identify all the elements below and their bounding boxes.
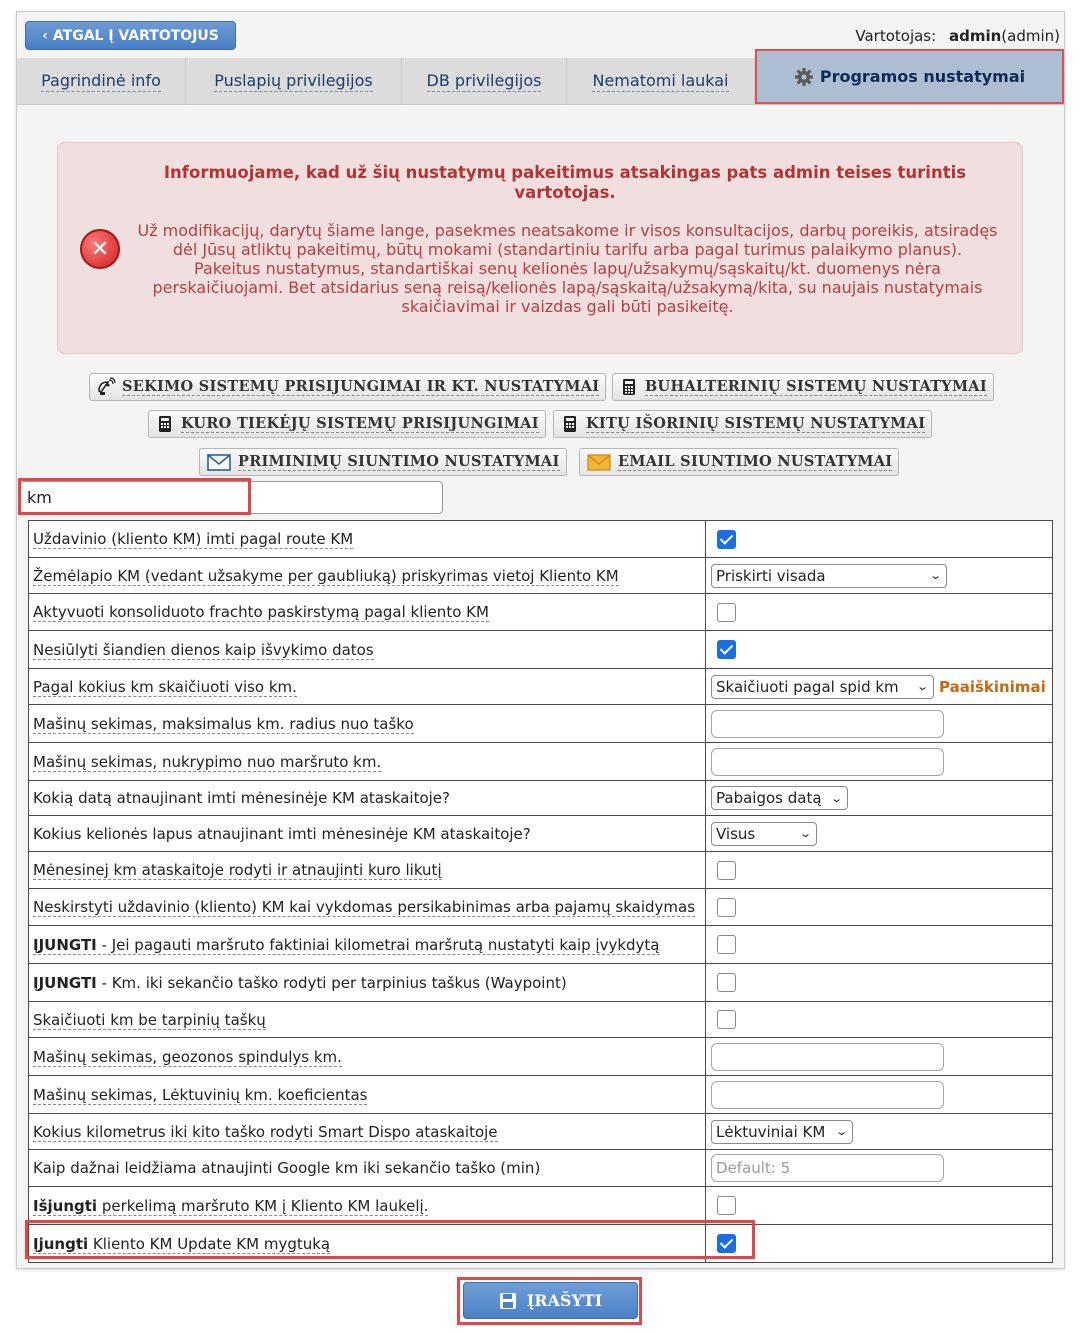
setting-control [706, 964, 1053, 1002]
satellite-dish-icon [96, 377, 116, 397]
calculator-icon [619, 377, 639, 397]
checkbox[interactable] [717, 1234, 736, 1253]
tab-page-privileges[interactable] [186, 58, 402, 105]
table-row [29, 816, 1053, 852]
email-settings-label: EMAIL SIUNTIMO NUSTATYMAI [618, 453, 893, 470]
select-value: Visus [716, 824, 756, 843]
setting-control [706, 816, 1053, 852]
setting-control [706, 889, 1053, 926]
calculator-icon [155, 414, 175, 434]
select-value: Lėktuviniai KM [716, 1122, 826, 1141]
table-row [29, 926, 1053, 964]
save-button-label: ĮRAŠYTI [526, 1291, 603, 1310]
setting-text: - Jei pagauti maršruto faktiniai kilometrai maršrutą nustatyti kaip įvykdytą [96, 935, 660, 954]
setting-label [29, 1114, 706, 1150]
setting-text: Kokią datą atnaujinant imti mėnesinėje KM ataskaitoje? [33, 789, 450, 807]
chevron-down-icon: ⌄ [798, 827, 812, 840]
setting-text: Mėnesinej km ataskaitoje rodyti ir atnaujinti kuro likutį [33, 861, 442, 879]
dropdown-select[interactable] [711, 564, 947, 588]
chevron-down-icon: ⌄ [928, 569, 942, 582]
alert-title: Informuojame, kad už šių nustatymų pakeitimus atsakingas pats admin teises turintis vartotojas. [163, 163, 967, 202]
table-row [29, 852, 1053, 889]
setting-text: Mašinų sekimas, geozonos spindulys km. [33, 1047, 342, 1066]
text-input[interactable] [711, 1081, 944, 1109]
setting-text: Mašinų sekimas, Lėktuvinių km. koeficientas [33, 1085, 368, 1104]
setting-control [706, 594, 1053, 631]
table-row [29, 781, 1053, 816]
checkbox[interactable] [717, 1196, 736, 1215]
dropdown-select[interactable] [711, 786, 848, 810]
checkbox[interactable] [717, 935, 736, 954]
setting-control [706, 1114, 1053, 1150]
table-row [29, 1076, 1053, 1114]
fuel-suppliers-button[interactable] [148, 410, 546, 438]
setting-control [706, 521, 1053, 558]
tracking-systems-label: SEKIMO SISTEMŲ PRISIJUNGIMAI IR KT. NUSTATYMAI [122, 378, 600, 395]
user-info [855, 27, 1060, 45]
checkbox[interactable] [717, 898, 736, 917]
setting-bold-text: ĮJUNGTI [33, 973, 97, 992]
setting-label [29, 926, 706, 964]
checkbox[interactable] [717, 973, 736, 992]
save-button[interactable] [463, 1282, 638, 1319]
setting-text: Žemėlapio KM (vedant užsakyme per gaubliuką) priskyrimas vietoj Kliento KM [33, 566, 619, 585]
setting-control [706, 558, 1053, 594]
external-systems-label: KITŲ IŠORINIŲ SISTEMŲ NUSTATYMAI [586, 415, 926, 432]
setting-label [29, 594, 706, 631]
user-role: (admin) [1001, 27, 1060, 45]
dropdown-select[interactable] [711, 1120, 853, 1144]
accounting-systems-label: BUHALTERINIŲ SISTEMŲ NUSTATYMAI [645, 378, 987, 395]
table-row [29, 1038, 1053, 1076]
table-row [29, 558, 1053, 594]
table-row [29, 669, 1053, 705]
mail-icon [586, 452, 612, 472]
setting-text: Skaičiuoti km be tarpinių taškų [33, 1010, 266, 1029]
setting-control [706, 669, 1053, 705]
chevron-down-icon: ⌄ [915, 680, 929, 693]
tab-label: DB privilegijos [426, 71, 542, 90]
text-input[interactable] [711, 1043, 944, 1071]
checkbox[interactable] [717, 1010, 736, 1029]
checkbox[interactable] [717, 603, 736, 622]
text-input[interactable]: Default: 5 [711, 1154, 944, 1182]
setting-bold-text: Įjungti [33, 1234, 89, 1253]
table-row [29, 594, 1053, 631]
tab-bar [17, 58, 1064, 105]
setting-bold-text: ĮJUNGTI [33, 935, 97, 954]
setting-control [706, 1150, 1053, 1187]
table-row [29, 1225, 1053, 1263]
setting-text: Mašinų sekimas, nukrypimo nuo maršruto km. [33, 752, 382, 771]
table-row [29, 1114, 1053, 1150]
setting-bold-text: Išjungti [33, 1196, 98, 1215]
setting-control [706, 705, 1053, 743]
setting-control [706, 1038, 1053, 1076]
setting-label [29, 1187, 706, 1225]
setting-label [29, 705, 706, 743]
table-row [29, 889, 1053, 926]
table-row [29, 964, 1053, 1002]
setting-label [29, 631, 706, 669]
calculator-icon [560, 414, 580, 434]
setting-label [29, 521, 706, 558]
settings-table [28, 520, 1053, 1263]
setting-text: Kliento KM Update KM mygtuką [88, 1234, 331, 1253]
setting-label [29, 558, 706, 594]
warning-alert [57, 142, 1023, 354]
table-row [29, 631, 1053, 669]
reminders-settings-button[interactable] [199, 448, 567, 476]
setting-control [706, 852, 1053, 889]
chevron-down-icon: ⌄ [829, 791, 843, 805]
tab-label: Pagrindinė info [41, 71, 161, 90]
setting-control [706, 926, 1053, 964]
setting-text: Nesiūlyti šiandien dienos kaip išvykimo datos [33, 640, 374, 659]
settings-search-input[interactable] [20, 481, 443, 514]
tab-db-privileges[interactable] [402, 58, 567, 105]
tab-label: Nematomi laukai [592, 71, 729, 90]
table-row [29, 1150, 1053, 1187]
tab-main-info[interactable] [17, 58, 186, 105]
back-to-users-button[interactable] [25, 21, 236, 50]
setting-label [29, 889, 706, 926]
setting-label [29, 816, 706, 852]
checkbox[interactable] [717, 861, 736, 880]
floppy-disk-icon [499, 1292, 517, 1310]
setting-label [29, 1225, 706, 1263]
setting-text: Pagal kokius km skaičiuoti viso km. [33, 677, 297, 696]
setting-text: - Km. iki sekančio taško rodyti per tarpinius taškus (Waypoint) [96, 973, 567, 992]
setting-label [29, 743, 706, 781]
setting-label [29, 781, 706, 816]
external-systems-button[interactable] [553, 410, 932, 438]
reminders-settings-label: PRIMINIMŲ SIUNTIMO NUSTATYMAI [238, 453, 560, 470]
setting-control [706, 1187, 1053, 1225]
explanations-link[interactable]: Paaiškinimai [939, 677, 1046, 696]
setting-label [29, 852, 706, 889]
setting-text: Aktyvuoti konsoliduoto frachto paskirstymą pagal kliento KM [33, 603, 489, 621]
table-row [29, 1002, 1053, 1038]
setting-control [706, 631, 1053, 669]
alert-body-text: Už modifikacijų, darytų šiame lange, pasekmes neatsakome ir visos konsultacijos, darbų poreikis, atsiradęs dėl Jūsų atliktų pakeitimų, būtų mokami (standartiniu tarifu arba pagal turimus palaikymo planus). Pakeitus nustatymus, standartiškai senų kelionės lapų/užsakymų/sąskaitų/kt. duomenys nėra perskaičiuojami. Bet atsidarius seną reisą/kelionės lapą/sąskaitą/užsakymą/kita, su naujais nustatymais skaičiavimai ir vaizdas gali būti pasikeitę. [137, 221, 998, 316]
text-input[interactable] [711, 710, 944, 738]
setting-text: Kaip dažnai leidžiama atnaujinti Google km iki sekančio taško (min) [33, 1159, 541, 1177]
envelope-icon [206, 452, 232, 472]
setting-text: Neskirstyti uždavinio (kliento) KM kai vykdomas persikabinimas arba pajamų skaidymas [33, 898, 696, 916]
fuel-suppliers-label: KURO TIEKĖJŲ SISTEMŲ PRISIJUNGIMAI [181, 415, 539, 432]
tab-label: Programos nustatymai [819, 66, 1026, 86]
setting-control [706, 1225, 1053, 1263]
back-button-label: ATGAL Į VARTOTOJUS [52, 27, 219, 44]
select-value: Priskirti visada [716, 566, 826, 585]
tab-label: Puslapių privilegijos [214, 71, 373, 90]
setting-control [706, 1002, 1053, 1038]
select-value: Skaičiuoti pagal spid km [716, 677, 899, 696]
checkbox[interactable] [717, 530, 736, 549]
table-row [29, 743, 1053, 781]
table-row [29, 705, 1053, 743]
setting-text: Uždavinio (kliento KM) imti pagal route KM [33, 530, 354, 548]
table-row [29, 1187, 1053, 1225]
setting-text: Kokius kilometrus iki kito taško rodyti Smart Dispo ataskaitoje [33, 1122, 498, 1141]
select-value: Pabaigos datą [716, 789, 822, 807]
tab-program-settings[interactable] [755, 49, 1064, 104]
dropdown-select[interactable] [711, 675, 934, 699]
checkbox[interactable] [717, 640, 736, 659]
setting-label [29, 1038, 706, 1076]
dropdown-select[interactable] [711, 822, 817, 846]
tab-hidden-fields[interactable] [567, 58, 755, 105]
setting-text: Mašinų sekimas, maksimalus km. radius nuo taško [33, 714, 414, 733]
setting-label [29, 1076, 706, 1114]
setting-label [29, 669, 706, 705]
text-input[interactable] [711, 748, 944, 776]
error-icon: ✕ [80, 229, 120, 269]
user-name: admin [948, 27, 1002, 45]
setting-control [706, 1076, 1053, 1114]
setting-label [29, 964, 706, 1002]
setting-label [29, 1002, 706, 1038]
tracking-systems-button[interactable] [89, 373, 606, 401]
user-label: Vartotojas: [855, 27, 937, 45]
setting-text: Kokius kelionės lapus atnaujinant imti mėnesinėje KM ataskaitoje? [33, 824, 531, 843]
alert-body [133, 221, 1002, 316]
setting-control [706, 743, 1053, 781]
gear-icon [794, 67, 814, 87]
chevron-down-icon: ⌄ [834, 1125, 848, 1138]
setting-text: perkelimą maršruto KM į Kliento KM laukelį. [97, 1196, 429, 1215]
table-row [29, 521, 1053, 558]
setting-label [29, 1150, 706, 1187]
accounting-systems-button[interactable] [612, 373, 994, 401]
chevron-left-icon: ‹ [42, 27, 48, 44]
setting-control [706, 781, 1053, 816]
email-settings-button[interactable] [579, 448, 899, 476]
